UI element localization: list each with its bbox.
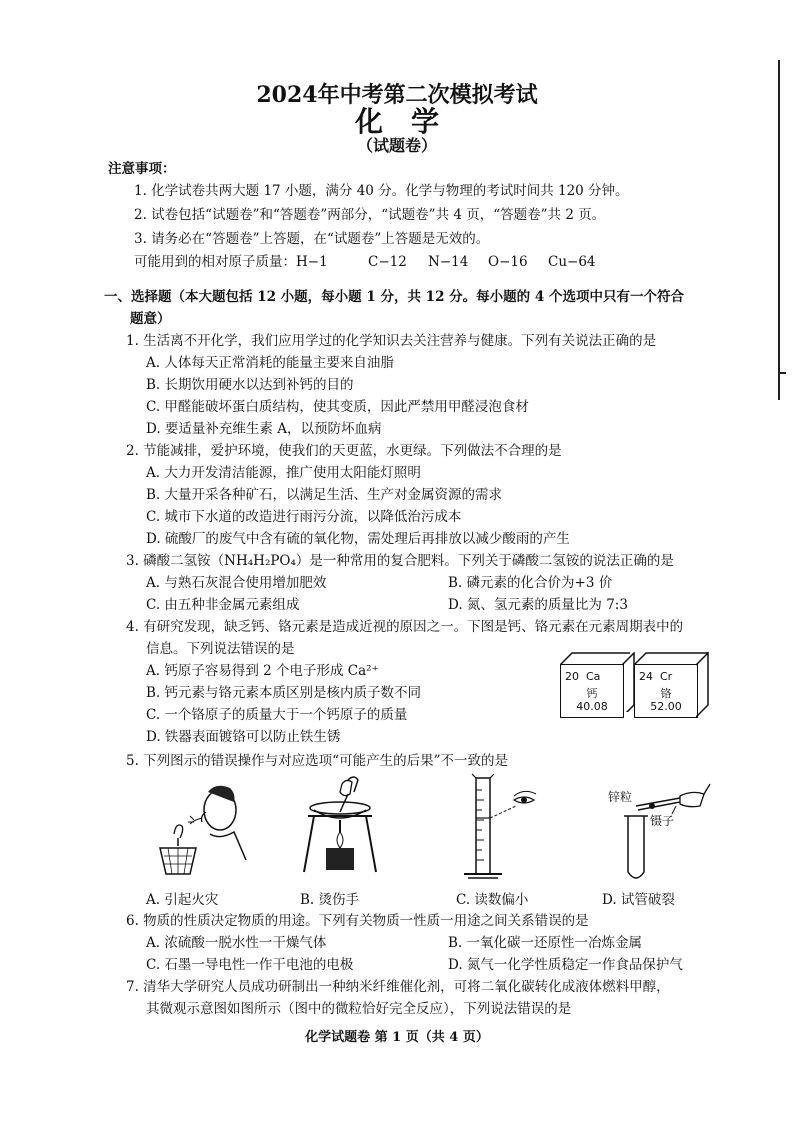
q4-option-b: B. 钙元素与铬元素本质区别是核内质子数不同 bbox=[146, 685, 422, 701]
q2-option-d: D. 硫酸厂的废气中含有硫的氧化物，需处理后再排放以减少酸雨的产生 bbox=[146, 531, 570, 547]
cr-mass: 52.00 bbox=[650, 700, 682, 713]
q4-stem: 4. 有研究发现，缺乏钙、铬元素是造成近视的原因之一。下图是钙、铬元素在元素周期表中的 bbox=[126, 619, 684, 635]
notes-heading: 注意事项： bbox=[108, 161, 176, 177]
atomic-mass-c: C−12 bbox=[368, 254, 407, 270]
q2-option-b: B. 大量开采各种矿石，以满足生活、生产对金属资源的需求 bbox=[146, 487, 503, 503]
atomic-mass-cu: Cu−64 bbox=[548, 254, 596, 270]
q2-option-c: C. 城市下水道的改造进行雨污分流，以降低治污成本 bbox=[146, 509, 462, 525]
q5-caption-b: B. 烫伤手 bbox=[300, 892, 360, 908]
q4-option-a: A. 钙原子容易得到 2 个电子形成 Ca²⁺ bbox=[146, 663, 379, 679]
figure-b-evaporating-dish bbox=[296, 772, 386, 882]
q1-option-c: C. 甲醛能破坏蛋白质结构，使其变质，因此严禁用甲醛浸泡食材 bbox=[146, 399, 529, 415]
q4-stem-cont: 信息。下列说法错误的是 bbox=[146, 641, 295, 657]
section1-heading-cont: 题意） bbox=[130, 311, 171, 327]
q4-option-d: D. 铁器表面镀铬可以防止铁生锈 bbox=[146, 729, 341, 745]
page-footer: 化学试题卷 第 1 页（共 4 页） bbox=[305, 1030, 489, 1045]
q5-caption-a: A. 引起火灾 bbox=[146, 892, 219, 908]
cr-number-symbol: 24 Cr bbox=[639, 670, 673, 683]
q3-option-b: B. 磷元素的化合价为+3 价 bbox=[448, 575, 613, 591]
q6-stem: 6. 物质的性质决定物质的用途。下列有关物质一性质一用途之间关系错误的是 bbox=[126, 913, 589, 929]
atomic-mass-n: N−14 bbox=[428, 254, 469, 270]
label-zinc: 锌粒 bbox=[608, 790, 633, 804]
q6-option-d: D. 氮气一化学性质稳定一作食品保护气 bbox=[448, 957, 683, 973]
q3-option-d: D. 氮、氢元素的质量比为 7:3 bbox=[448, 597, 628, 613]
q1-option-d: D. 要适量补充维生素 A，以预防坏血病 bbox=[146, 421, 382, 437]
q6-option-b: B. 一氧化碳一还原性一冶炼金属 bbox=[448, 935, 643, 951]
q3-option-a: A. 与熟石灰混合使用增加肥效 bbox=[146, 575, 327, 591]
exam-title: 2024年中考第二次模拟考试 bbox=[256, 82, 538, 108]
q6-option-a: A. 浓硫酸一脱水性一干燥气体 bbox=[146, 935, 327, 951]
q2-stem: 2. 节能减排，爱护环境，使我们的天更蓝，水更绿。下列做法不合理的是 bbox=[126, 443, 562, 459]
paper-type: （试题卷） bbox=[356, 136, 437, 155]
label-tweezers: 镊子 bbox=[650, 814, 675, 828]
q1-option-a: A. 人体每天正常消耗的能量主要来自油脂 bbox=[146, 355, 394, 371]
q4-option-c: C. 一个铬原子的质量大于一个钙原子的质量 bbox=[146, 707, 408, 723]
subject-title: 化学 bbox=[354, 105, 467, 138]
q1-stem: 1. 生活离不开化学，我们应用学过的化学知识去关注营养与健康。下列有关说法正确的是 bbox=[126, 333, 657, 349]
q5-stem: 5. 下列图示的错误操作与对应选项“可能产生的后果”不一致的是 bbox=[126, 753, 508, 769]
figure-a-blowing-lamp bbox=[150, 782, 260, 882]
note-item-1: 1. 化学试卷共两大题 17 小题，满分 40 分。化学与物理的考试时间共 120 分钟。 bbox=[134, 183, 629, 199]
q5-caption-d: D. 试管破裂 bbox=[602, 892, 675, 908]
q2-option-a: A. 大力开发清洁能源，推广使用太阳能灯照明 bbox=[146, 465, 421, 481]
ca-number-symbol: 20 Ca bbox=[565, 670, 601, 683]
atomic-mass-o: O−16 bbox=[488, 254, 528, 270]
q7-stem: 7. 清华大学研究人员成功研制出一种纳米纤维催化剂，可将二氧化碳转化成液体燃料甲醇， bbox=[126, 979, 670, 995]
ca-cell-top bbox=[560, 652, 630, 666]
binding-tick bbox=[778, 372, 786, 374]
q1-option-b: B. 长期饮用硬水以达到补钙的目的 bbox=[146, 377, 354, 393]
cr-cell-top bbox=[634, 652, 714, 666]
note-item-3: 3. 请务必在“答题卷”上答题，在“试题卷”上答题是无效的。 bbox=[134, 231, 490, 247]
cr-name: 铬 bbox=[660, 687, 672, 700]
ca-name: 钙 bbox=[586, 687, 598, 700]
atomic-mass-label: 可能用到的相对原子质量：H−1 bbox=[134, 254, 328, 270]
q7-stem-cont: 其微观示意图如图所示（图中的微粒恰好完全反应），下列说法错误的是 bbox=[146, 1001, 572, 1017]
q5-caption-c: C. 读数偏小 bbox=[456, 892, 529, 908]
q6-option-c: C. 石墨一导电性一作干电池的电极 bbox=[146, 957, 354, 973]
q3-option-c: C. 由五种非金属元素组成 bbox=[146, 597, 300, 613]
q3-stem: 3. 磷酸二氢铵（NH₄H₂PO₄）是一种常用的复合肥料。下列关于磷酸二氢铵的说法正确的是 bbox=[126, 553, 674, 569]
figure-c-measuring-cylinder bbox=[454, 770, 544, 890]
ca-mass: 40.08 bbox=[576, 700, 608, 713]
section1-heading: 一、选择题（本大题包括 12 小题，每小题 1 分，共 12 分。每小题的 4 个选项中只有一个符合 bbox=[104, 289, 684, 305]
note-item-2: 2. 试卷包括“试题卷”和“答题卷”两部分，“试题卷”共 4 页，“答题卷”共 2 页。 bbox=[134, 207, 606, 223]
